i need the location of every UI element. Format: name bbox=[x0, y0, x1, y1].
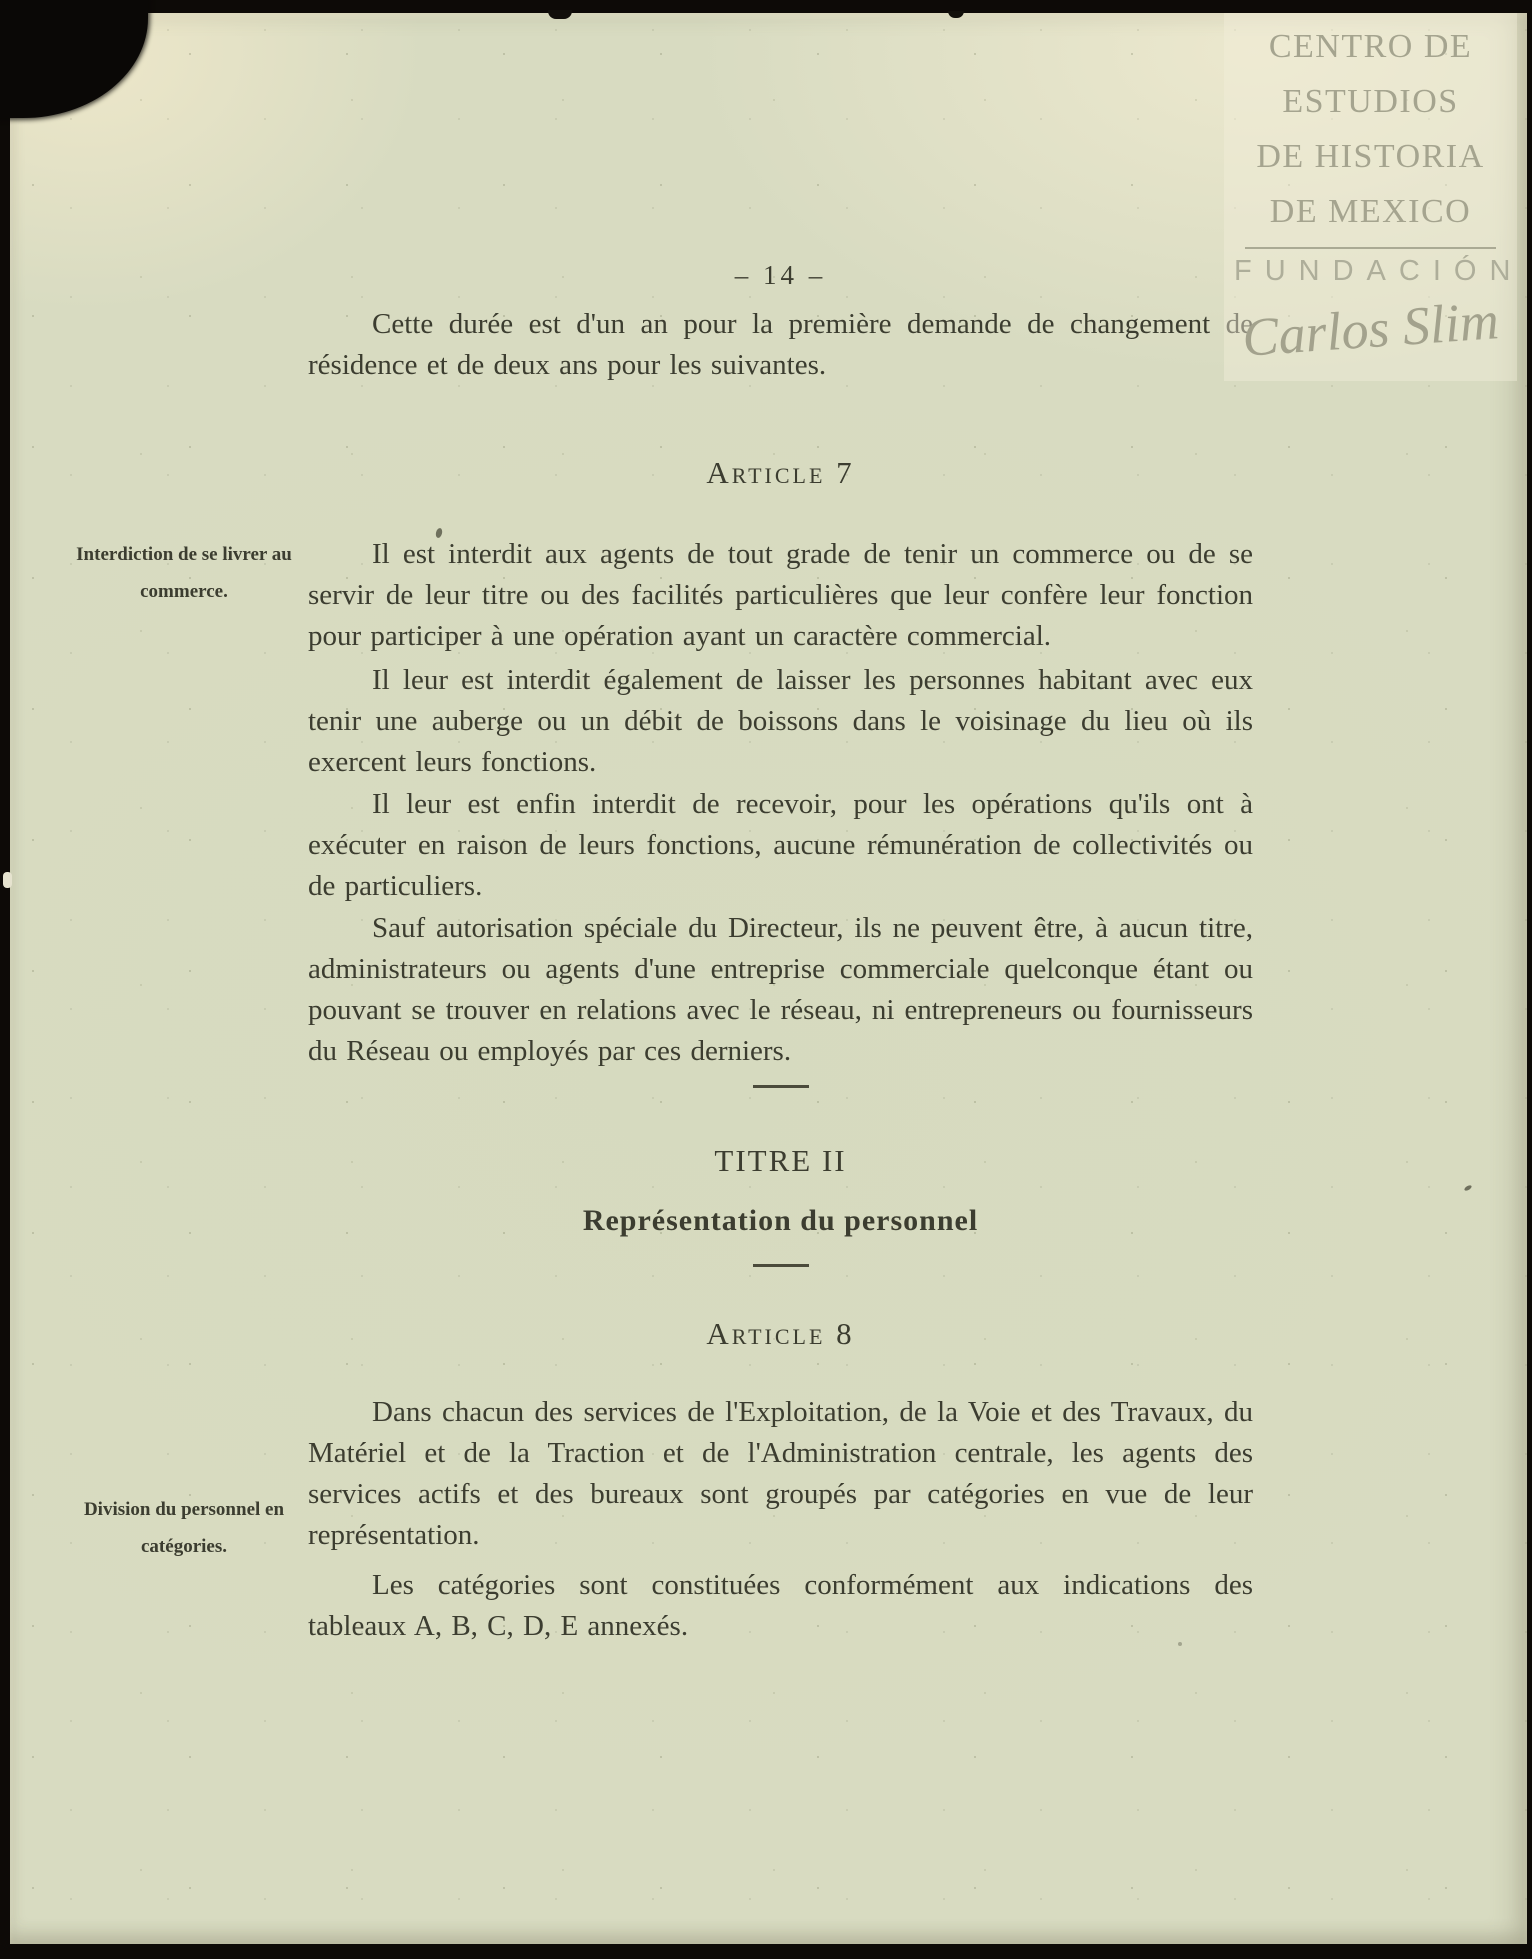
section-divider bbox=[753, 1264, 809, 1267]
article7-paragraph: Il est interdit aux agents de tout grade de tenir un commerce ou de se servir de leur titre ou des facilités particulières que leur confère leur fonction pour participer à une opération ayant un caractère commercial. bbox=[308, 538, 1253, 652]
watermark-signature: Carlos Slim bbox=[1240, 290, 1501, 368]
section-divider bbox=[753, 1085, 809, 1088]
margin-note-article7: Interdiction de se livrer au commerce. bbox=[76, 544, 292, 602]
titre2-title: TITRE II bbox=[714, 1143, 847, 1178]
article8-heading: Article 8 bbox=[706, 1316, 855, 1351]
article8-paragraph: Les catégories sont constituées conformément aux indications des tableaux A, B, C, D, E annexés. bbox=[308, 1569, 1253, 1642]
watermark-foundation-label: FUNDACIÓN bbox=[1234, 255, 1524, 287]
article7-paragraph: Il leur est interdit également de laisser les personnes habitant avec eux tenir une auberge ou un débit de boissons dans le voisinage du lieu où ils exercent leurs fonctions. bbox=[308, 664, 1253, 778]
article8-paragraph: Dans chacun des services de l'Exploitation, de la Voie et des Travaux, du Matériel et de la Traction et de l'Administration centrale, les agents des services actifs et des bureaux sont groupés par catégories en vue de leur représentation. bbox=[308, 1396, 1253, 1551]
page-number: – 14 – bbox=[734, 260, 827, 290]
watermark-divider bbox=[1245, 247, 1497, 249]
margin-note-article8: Division du personnel en catégories. bbox=[83, 1499, 285, 1557]
watermark-line: DE MEXICO bbox=[1269, 193, 1472, 230]
archive-watermark bbox=[1224, 13, 1524, 381]
article7-paragraph: Sauf autorisation spéciale du Directeur, ils ne peuvent être, à aucun titre, administrateurs ou agents d'une entreprise commerciale quelconque étant ou pouvant se trouver en relations avec le réseau, ni entrepreneurs ou fournisseurs du Réseau ou employés par ces derniers. bbox=[308, 912, 1253, 1067]
article7-heading: Article 7 bbox=[706, 455, 855, 490]
scan-edge-artifact bbox=[548, 10, 572, 19]
intro-paragraph: Cette durée est d'un an pour la première demande de changement de résidence et de deux ans pour les suivantes. bbox=[308, 308, 1253, 381]
watermark-line: DE HISTORIA bbox=[1256, 138, 1485, 175]
watermark-org-name bbox=[1224, 13, 1517, 239]
scan-edge-artifact bbox=[3, 872, 12, 888]
article7-paragraph: Il leur est enfin interdit de recevoir, pour les opérations qu'ils ont à exécuter en raison de leurs fonctions, aucune rémunération de collectivités ou de particuliers. bbox=[308, 788, 1253, 902]
titre2-subtitle: Représentation du personnel bbox=[582, 1204, 979, 1237]
watermark-line: ESTUDIOS bbox=[1282, 83, 1459, 120]
watermark-line: CENTRO DE bbox=[1268, 28, 1473, 65]
main-text-column bbox=[308, 255, 1253, 1647]
